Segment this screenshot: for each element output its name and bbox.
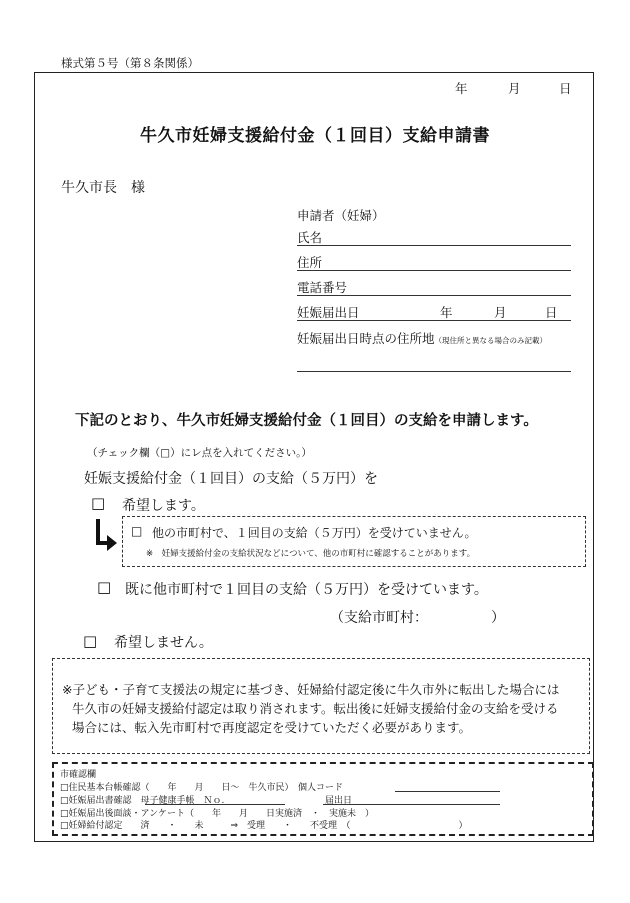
not-received-label: 他の市町村で、１回目の支給（５万円）を受けていません。 bbox=[152, 526, 477, 540]
warning-line-3: 場合には、転入先市町村で再度認定を受けていただく必要があります。 bbox=[72, 720, 472, 735]
wish-checkbox[interactable]: □ bbox=[91, 494, 106, 512]
not-received-checkbox[interactable]: □ bbox=[131, 524, 143, 538]
payment-line: 妊娠支援給付金（１回目）の支給（５万円）を bbox=[84, 471, 378, 487]
date-day: 日 bbox=[559, 81, 572, 96]
warning-line-1: ※子ども・子育て支援法の規定に基づき、妊婦給付認定後に牛久市外に転出した場合には bbox=[62, 682, 560, 697]
already-received-checkbox[interactable]: □ bbox=[97, 578, 112, 596]
name-label: 氏名 bbox=[297, 230, 323, 245]
form-number: 様式第５号（第８条関係） bbox=[61, 56, 199, 70]
pregnancy-day: 日 bbox=[545, 305, 558, 320]
pregnancy-month: 月 bbox=[494, 305, 507, 320]
handbook-number-line bbox=[145, 804, 285, 805]
applicant-heading: 申請者（妊婦） bbox=[297, 208, 385, 223]
page-title: 牛久市妊婦支援給付金（１回目）支給申請書 bbox=[140, 126, 490, 146]
address-at-notification-label: 妊娠届出日時点の住所地（現住所と異なる場合のみ記載） bbox=[297, 331, 548, 346]
check-instruction: （チェック欄（□）にレ点を入れてください。） bbox=[87, 447, 312, 459]
phone-label: 電話番号 bbox=[297, 280, 348, 295]
name-field[interactable] bbox=[297, 245, 571, 246]
arrow-down-right-icon bbox=[92, 519, 122, 555]
paying-municipality[interactable]: （支給市町村： ） bbox=[330, 610, 505, 626]
office-row-resident-registry: □住民基本台帳確認（ 年 月 日～ 牛久市民） 個人コード bbox=[60, 783, 344, 793]
address-label: 住所 bbox=[297, 255, 323, 270]
wish-label: 希望します。 bbox=[122, 498, 205, 514]
address-field[interactable] bbox=[297, 270, 571, 271]
date-month: 月 bbox=[508, 81, 521, 96]
addressee: 牛久市長 様 bbox=[61, 180, 145, 196]
office-row-interview: □妊娠届出後面談・アンケート（ 年 月 日実施済 ・ 実施未 ） bbox=[60, 809, 374, 819]
pregnancy-date-label: 妊娠届出日 bbox=[297, 305, 360, 320]
pregnancy-year: 年 bbox=[440, 305, 453, 320]
already-received-label: 既に他市町村で１回目の支給（５万円）を受けています。 bbox=[125, 582, 488, 598]
personal-code-line bbox=[395, 791, 500, 792]
address-at-notification-note: （現住所と異なる場合のみ記載） bbox=[434, 336, 548, 345]
office-row-certification: □妊婦給付認定 済 ・ 未 ⇒ 受理 ・ 不受理 （ ） bbox=[60, 821, 468, 831]
warning-line-2: 牛久市の妊婦支援給付認定は取り消されます。転出後に妊婦支援給付金の支給を受ける bbox=[72, 701, 559, 716]
office-row-notification-check: □妊娠届出書確認 母子健康手帳 Ｎｏ. bbox=[60, 796, 225, 806]
phone-field[interactable] bbox=[297, 295, 571, 296]
office-row-notification-date-label: 届出日 bbox=[325, 796, 353, 806]
pregnancy-date-field[interactable] bbox=[297, 320, 571, 321]
notification-date-line bbox=[323, 804, 500, 805]
not-wish-label: 希望しません。 bbox=[114, 635, 213, 651]
declaration: 下記のとおり、牛久市妊婦支援給付金（１回目）の支給を申請します。 bbox=[75, 413, 538, 429]
date-year: 年 bbox=[455, 81, 468, 96]
not-received-note: ※ 妊婦支援給付金の支給状況などについて、他の市町村に確認することがあります。 bbox=[146, 549, 476, 559]
not-wish-checkbox[interactable]: □ bbox=[83, 632, 98, 650]
office-use-heading: 市確認欄 bbox=[60, 770, 97, 780]
address-at-notification-field[interactable] bbox=[297, 371, 571, 372]
